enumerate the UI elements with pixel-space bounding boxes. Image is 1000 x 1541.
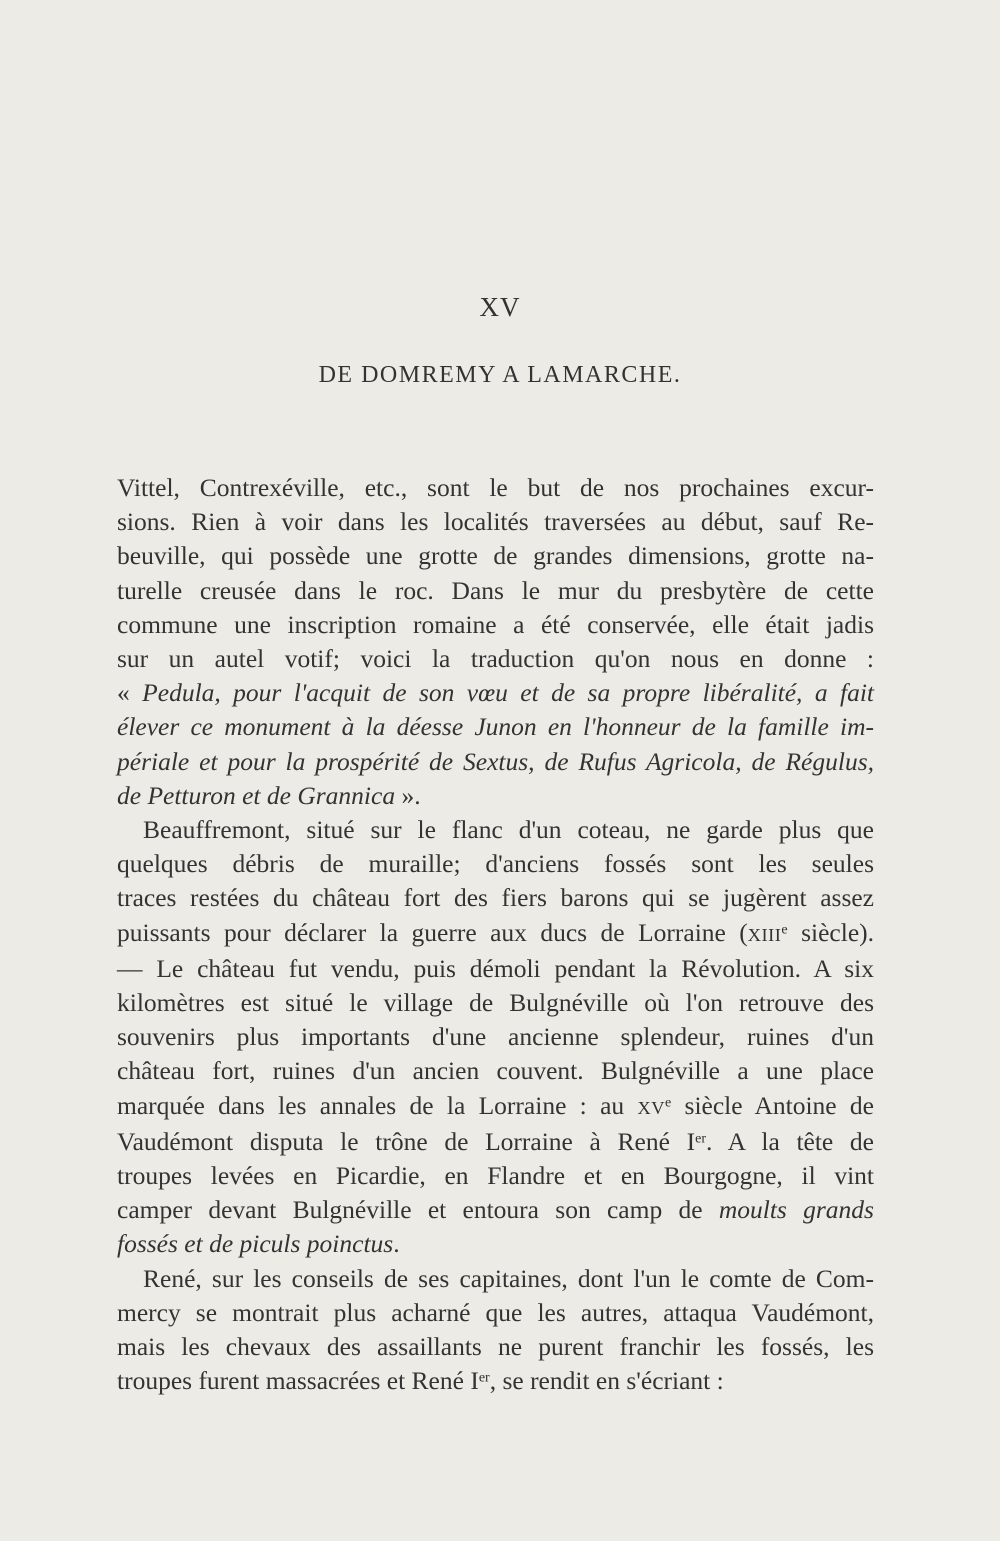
- superscript: er: [695, 1131, 707, 1147]
- text-run: XV: [637, 1097, 665, 1118]
- text-line: [117, 1020, 874, 1054]
- text-run: moults grands: [718, 1195, 874, 1225]
- text-line: [117, 1330, 874, 1364]
- text-run: Vaudémont disputa le trône de Lorraine à René I: [117, 1126, 696, 1156]
- text-run: Pedula, pour l'acquit de son vœu et de sa propre libéralité, a fait: [142, 678, 875, 708]
- text-run: kilomètres est situé le village de Bulgnéville où l'on retrouve des: [117, 988, 874, 1018]
- text-line: [117, 574, 874, 608]
- superscript: er: [478, 1370, 490, 1386]
- text-run: quelques débris de muraille; d'anciens fossés sont les seules: [117, 849, 874, 879]
- text-line: [117, 1262, 874, 1296]
- text-line: [117, 642, 874, 676]
- text-run: turelle creusée dans le roc. Dans le mur du presbytère de cette: [117, 575, 874, 605]
- text-run: René, sur les conseils de ses capitaines, dont l'un le comte de Com-: [143, 1263, 874, 1293]
- text-run: Beauffremont, situé sur le flanc d'un coteau, ne garde plus que: [143, 815, 874, 845]
- text-line: [117, 1054, 874, 1088]
- text-line: [117, 1193, 874, 1227]
- text-line: [117, 1089, 874, 1125]
- text-line: [117, 710, 874, 744]
- text-run: .: [393, 1229, 400, 1259]
- text-line: [117, 505, 874, 539]
- text-line: [117, 1227, 874, 1261]
- superscript: e: [664, 1094, 672, 1110]
- text-run: souvenirs plus importants d'une ancienne splendeur, ruines d'un: [117, 1022, 874, 1052]
- text-run: siècle).: [787, 917, 875, 947]
- text-run: ».: [395, 780, 421, 810]
- text-run: commune une inscription romaine a été conservée, elle était jadis: [117, 609, 874, 639]
- text-run: Vittel, Contrexéville, etc., sont le but de nos prochaines excur-: [117, 473, 874, 502]
- text-run: mercy se montrait plus acharné que les autres, attaqua Vaudémont,: [117, 1297, 874, 1327]
- text-run: XIII: [747, 924, 782, 945]
- body-text: [117, 471, 874, 1398]
- text-line: [117, 986, 874, 1020]
- text-run: marquée dans les annales de la Lorraine : au: [117, 1090, 638, 1120]
- text-run: traces restées du château fort des fiers barons qui se jugèrent assez: [117, 883, 874, 913]
- text-run: troupes levées en Picardie, en Flandre et en Bourgogne, il vint: [117, 1161, 874, 1191]
- superscript: e: [781, 921, 788, 937]
- text-line: [117, 1125, 874, 1159]
- text-run: sur un autel votif; voici la traduction qu'on nous en donne :: [117, 644, 874, 674]
- text-run: de Petturon et de Grannica: [117, 780, 396, 810]
- chapter-title: DE DOMREMY A LAMARCHE.: [318, 362, 682, 388]
- text-run: «: [117, 678, 143, 708]
- text-line: [117, 916, 874, 952]
- text-run: élever ce monument à la déesse Junon en l'honneur de la famille im-: [117, 712, 874, 742]
- text-run: , se rendit en s'écriant :: [489, 1366, 724, 1396]
- text-run: puissants pour déclarer la guerre aux ducs de Lorraine (: [117, 917, 748, 947]
- text-run: beuville, qui possède une grotte de grandes dimensions, grotte na-: [117, 541, 874, 571]
- text-run: sions. Rien à voir dans les localités traversées au début, sauf Re-: [117, 507, 874, 537]
- paragraph: [117, 813, 874, 1262]
- text-line: [117, 1364, 874, 1398]
- text-line: [117, 813, 874, 847]
- text-run: — Le château fut vendu, puis démoli pendant la Révolution. A six: [117, 953, 874, 983]
- text-line: [117, 539, 874, 573]
- text-line: [117, 952, 874, 986]
- text-run: château fort, ruines d'un ancien couvent. Bulgnéville a une place: [117, 1056, 874, 1086]
- text-run: périale et pour la prospérité de Sextus, de Rufus Agricola, de Régulus,: [117, 746, 874, 776]
- text-line: [117, 881, 874, 915]
- text-line: [117, 676, 874, 710]
- text-run: camper devant Bulgnéville et entoura son camp de: [117, 1195, 719, 1225]
- text-line: [117, 745, 874, 779]
- text-line: [117, 779, 874, 813]
- chapter-number: XV: [479, 292, 521, 322]
- text-run: . A la tête de: [706, 1126, 874, 1156]
- paragraph: [117, 1262, 874, 1399]
- text-run: siècle Antoine de: [671, 1090, 874, 1120]
- text-line: [117, 608, 874, 642]
- text-line: [117, 1159, 874, 1193]
- text-line: [117, 847, 874, 881]
- text-run: troupes furent massacrées et René I: [117, 1366, 479, 1396]
- paragraph: [117, 471, 874, 813]
- text-run: fossés et de piculs poinctus: [117, 1229, 394, 1259]
- text-run: mais les chevaux des assaillants ne purent franchir les fossés, les: [117, 1332, 874, 1362]
- text-line: [117, 471, 874, 505]
- text-line: [117, 1296, 874, 1330]
